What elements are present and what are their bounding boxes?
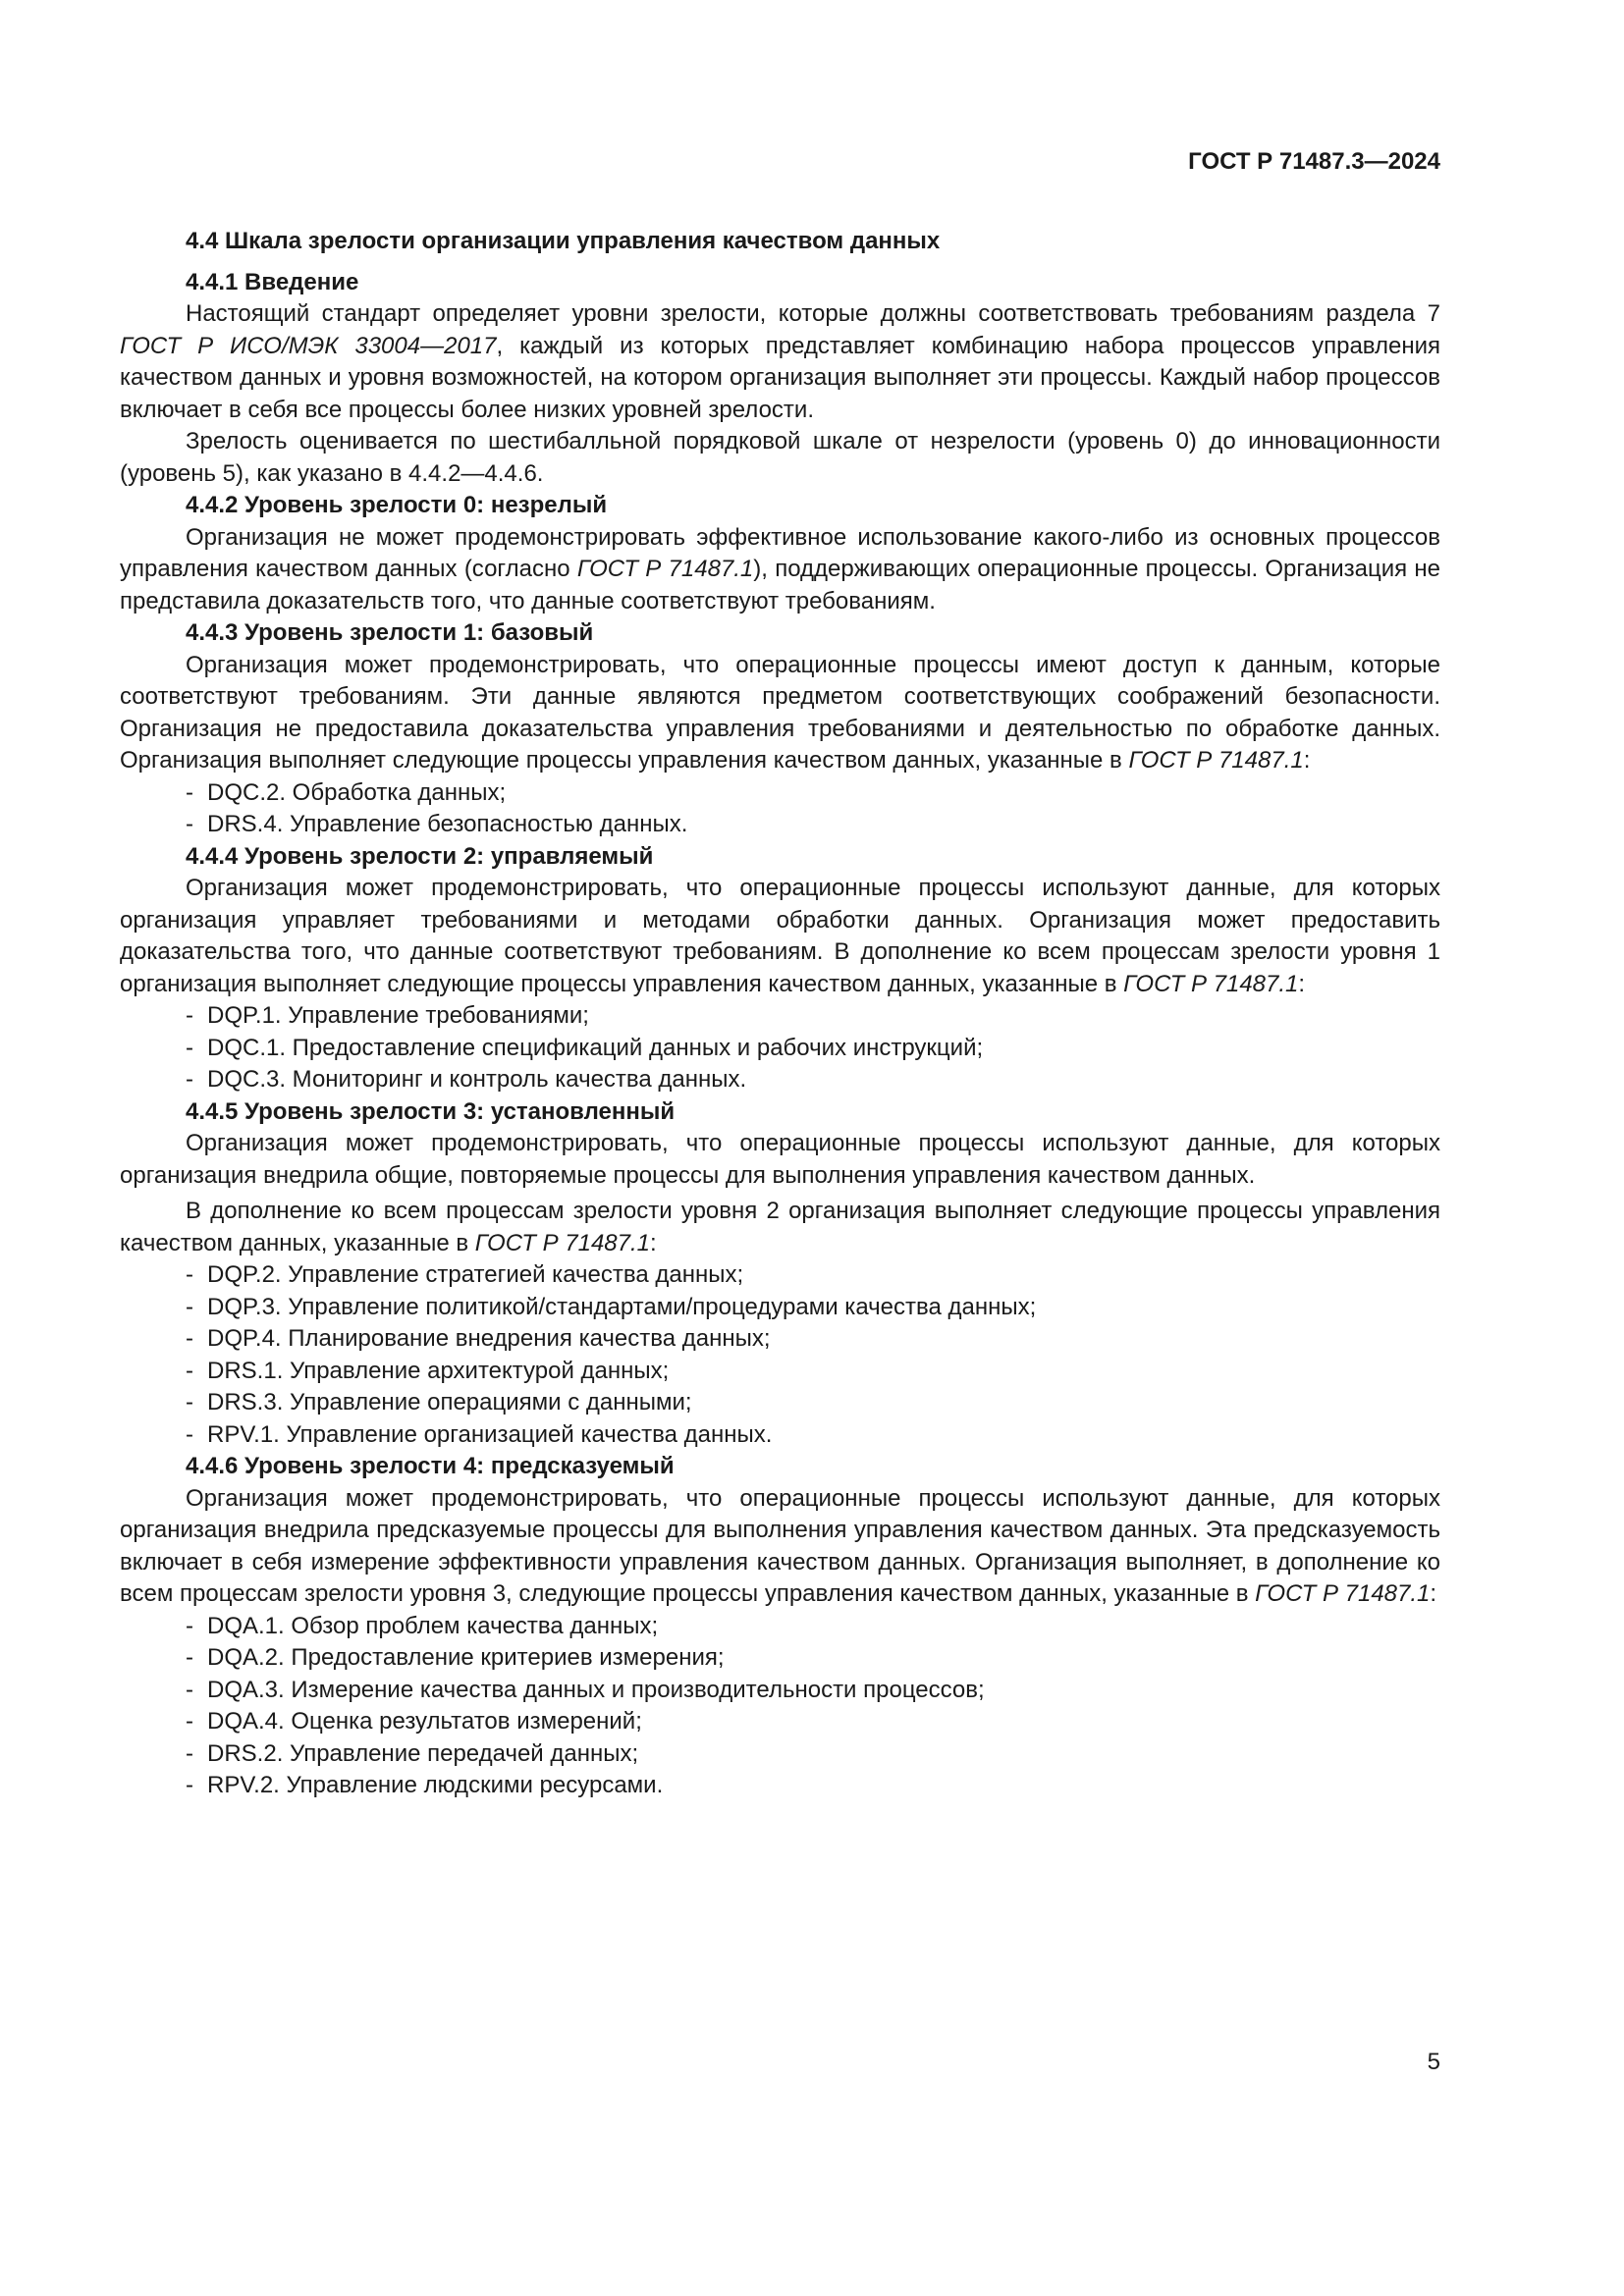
list-item: - DRS.4. Управление безопасностью данных.: [186, 811, 688, 837]
list-item: - DQA.1. Обзор проблем качества данных;: [186, 1612, 659, 1639]
subsection-title-4-4-4: 4.4.4 Уровень зрелости 2: управляемый: [186, 842, 654, 870]
subsection-title-4-4-3: 4.4.3 Уровень зрелости 1: базовый: [186, 619, 594, 646]
list-item: - DQP.4. Планирование внедрения качества данных;: [186, 1325, 771, 1352]
reference-gost-71487-1: ГОСТ Р 71487.1: [1255, 1580, 1431, 1607]
reference-gost-71487-1: ГОСТ Р 71487.1: [1123, 970, 1299, 997]
reference-gost-iso-33004: ГОСТ Р ИСО/МЭК 33004—2017: [120, 332, 497, 359]
process-list-level-2: [120, 1000, 1440, 1096]
list-item: - RPV.2. Управление людскими ресурсами.: [186, 1772, 664, 1798]
list-item: - DQP.2. Управление стратегией качества данных;: [186, 1261, 744, 1288]
section-title: 4.4 Шкала зрелости организации управления качеством данных: [186, 228, 941, 254]
paragraph-4-4-2: Организация не может продемонстрировать эффективное использование какого-либо из основных процессов управления качеством данных (согласно ГОСТ Р 71487.1), поддерживающих операционные процессы. Организация не представила доказательств того, что данные соответствуют требованиям.: [120, 523, 1440, 614]
standard-code-header: ГОСТ Р 71487.3—2024: [1188, 148, 1440, 175]
list-item: - RPV.1. Управление организацией качества данных.: [186, 1420, 773, 1448]
reference-gost-71487-1: ГОСТ Р 71487.1: [474, 1229, 650, 1256]
list-item: - DQA.3. Измерение качества данных и производительности процессов;: [186, 1676, 985, 1703]
reference-gost-71487-1: ГОСТ Р 71487.1: [576, 556, 754, 582]
paragraph-4-4-6: Организация может продемонстрировать, что операционные процессы используют данные, для которых организация внедрила предсказуемые процессы для выполнения управления качеством данных. Эта предсказуемость включает в себя измерение эффективности управления качеством данных. Организация выполняет, в дополнение ко всем процессам зрелости уровня 3, следующие процессы управления качеством данных, указанные в ГОСТ Р 71487.1:: [120, 1484, 1440, 1607]
list-item: - DQA.4. Оценка результатов измерений;: [186, 1708, 642, 1735]
list-item: - DQA.2. Предоставление критериев измерения;: [186, 1644, 725, 1671]
list-item: - DQC.2. Обработка данных;: [186, 778, 507, 806]
list-item: - DRS.3. Управление операциями с данными;: [186, 1389, 692, 1415]
subsection-title-4-4-6: 4.4.6 Уровень зрелости 4: предсказуемый: [186, 1453, 675, 1479]
subsection-title-4-4-1: 4.4.1 Введение: [186, 268, 359, 295]
process-list-level-1: [120, 777, 1440, 841]
list-item: - DQC.3. Мониторинг и контроль качества данных.: [186, 1066, 747, 1093]
list-item: - DRS.2. Управление передачей данных;: [186, 1739, 639, 1767]
paragraph-4-4-3: Организация может продемонстрировать, что операционные процессы имеют доступ к данным, которые соответствуют требованиям. Эти данные являются предметом соответствующих соображений безопасности. Организация не предоставила доказательства управления требованиями и деятельностью по обработке данных. Организация выполняет следующие процессы управления качеством данных, указанные в ГОСТ Р 71487.1:: [120, 651, 1440, 774]
reference-gost-71487-1: ГОСТ Р 71487.1: [1128, 747, 1304, 774]
subsection-title-4-4-2: 4.4.2 Уровень зрелости 0: незрелый: [186, 492, 608, 518]
list-item: - DQP.1. Управление требованиями;: [186, 1002, 589, 1029]
document-body: [120, 226, 1440, 1802]
process-list-level-4: [120, 1611, 1440, 1802]
paragraph-4-4-4: Организация может продемонстрировать, что операционные процессы используют данные, для которых организация управляет требованиями и методами обработки данных. Организация может предоставить доказательства того, что данные соответствуют требованиям. В дополнение ко всем процессам зрелости уровня 1 организация выполняет следующие процессы управления качеством данных, указанные в ГОСТ Р 71487.1:: [120, 875, 1440, 997]
subsection-title-4-4-5: 4.4.5 Уровень зрелости 3: установленный: [186, 1097, 676, 1125]
page-number: 5: [1427, 2049, 1440, 2075]
paragraph-4-4-5-processes: В дополнение ко всем процессам зрелости уровня 2 организация выполняет следующие процессы управления качеством данных, указанные в ГОСТ Р 71487.1:: [120, 1198, 1440, 1256]
paragraph-4-4-1-intro: Настоящий стандарт определяет уровни зрелости, которые должны соответствовать требованиям раздела 7 ГОСТ Р ИСО/МЭК 33004—2017, каждый из которых представляет комбинацию набора процессов управления качеством данных и уровня возможностей, на котором организация выполняет эти процессы. Каждый набор процессов включает в себя все процессы более низких уровней зрелости.: [120, 300, 1440, 423]
paragraph-4-4-1-scale: Зрелость оценивается по шестибалльной порядковой шкале от незрелости (уровень 0) до инновационности (уровень 5), как указано в 4.4.2—4.4.6.: [120, 428, 1440, 487]
list-item: - DQC.1. Предоставление спецификаций данных и рабочих инструкций;: [186, 1034, 984, 1061]
paragraph-4-4-5-intro: Организация может продемонстрировать, что операционные процессы используют данные, для которых организация внедрила общие, повторяемые процессы для выполнения управления качеством данных.: [120, 1130, 1440, 1189]
list-item: - DQP.3. Управление политикой/стандартами/процедурами качества данных;: [186, 1293, 1037, 1320]
process-list-level-3: [120, 1259, 1440, 1451]
list-item: - DRS.1. Управление архитектурой данных;: [186, 1357, 670, 1384]
